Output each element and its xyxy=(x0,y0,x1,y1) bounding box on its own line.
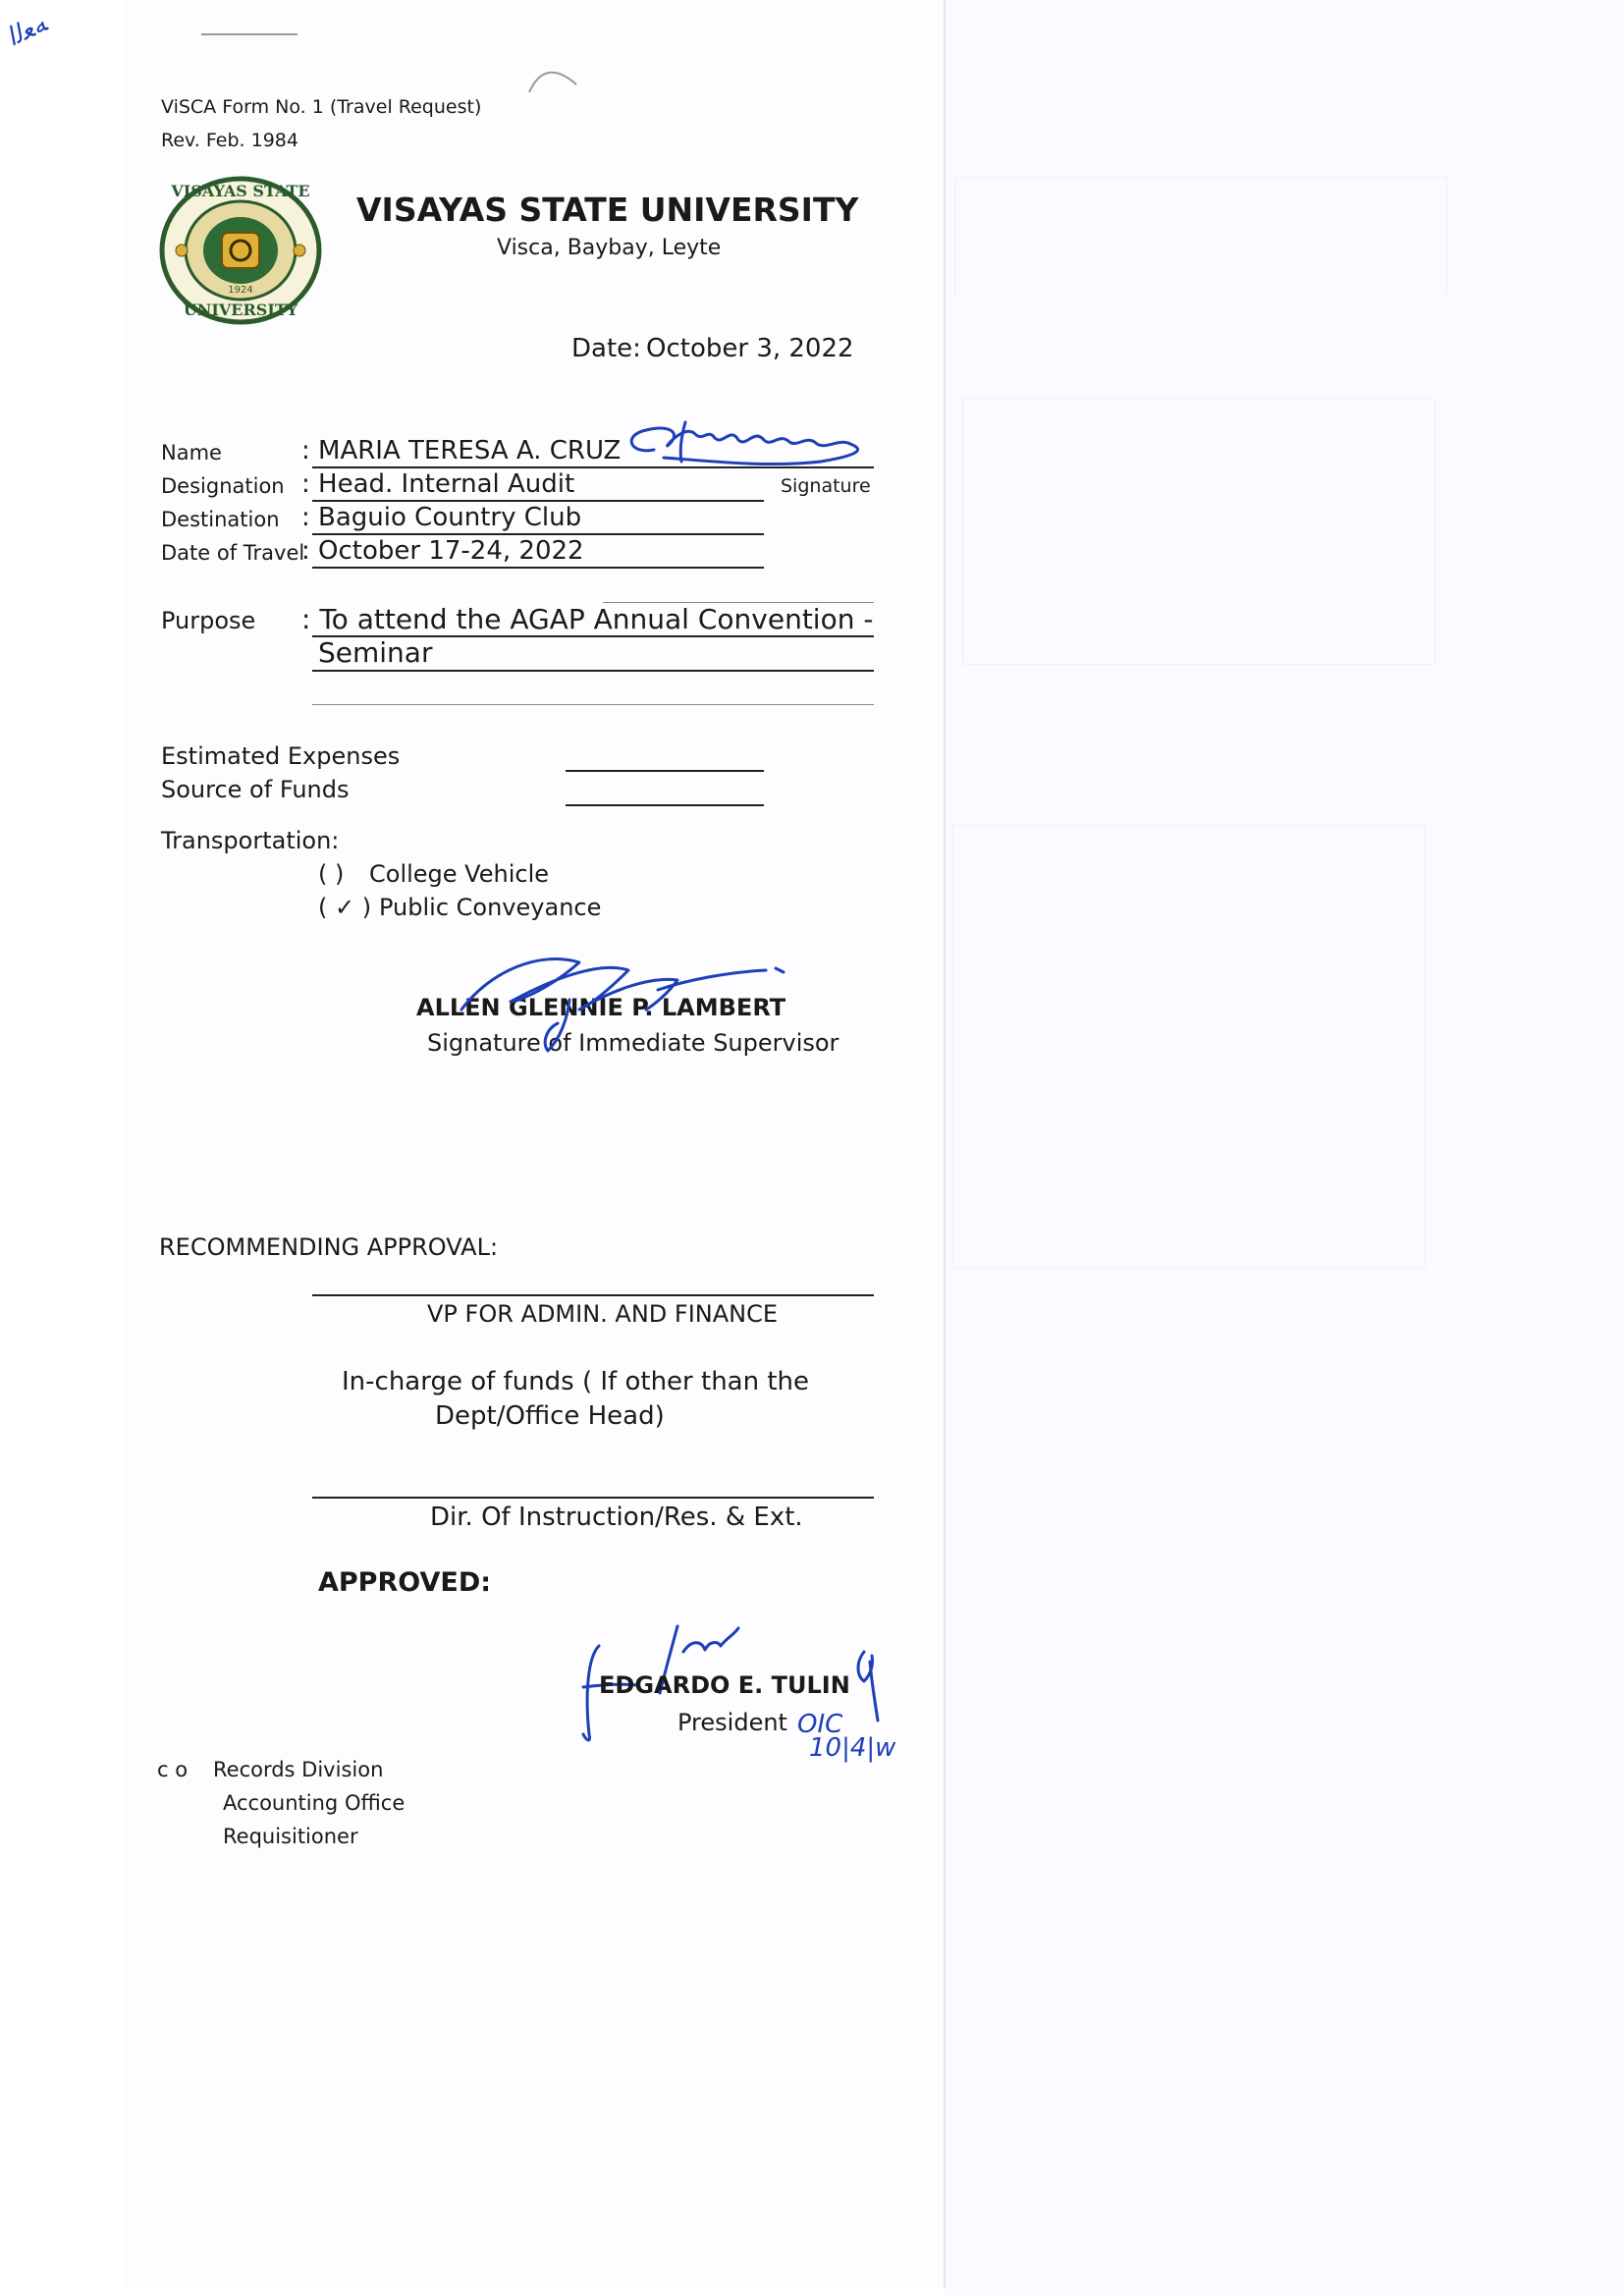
designation-underline xyxy=(312,500,764,502)
signature-label: Signature xyxy=(781,475,871,497)
university-seal xyxy=(157,175,324,327)
public-conveyance-label: Public Conveyance xyxy=(379,894,602,921)
travel-date-value: : October 17-24, 2022 xyxy=(301,536,584,566)
purpose-underline-3 xyxy=(312,704,874,705)
approved-label: APPROVED: xyxy=(318,1567,492,1598)
supervisor-signature xyxy=(452,941,805,1059)
svg-text:ﻪﻌﻟﺍ: ﻪﻌﻟﺍ xyxy=(1,8,52,53)
travel-date-underline xyxy=(312,567,764,569)
estimated-expenses-label: Estimated Expenses xyxy=(161,742,401,770)
copy-furnished-prefix: c o xyxy=(157,1758,189,1781)
purpose-underline-2 xyxy=(312,670,874,672)
director-title: Dir. Of Instruction/Res. & Ext. xyxy=(430,1503,803,1532)
purpose-line-2: Seminar xyxy=(318,636,433,669)
form-number: ViSCA Form No. 1 (Travel Request) xyxy=(161,96,482,118)
source-of-funds-line xyxy=(566,804,764,806)
form-revision: Rev. Feb. 1984 xyxy=(161,130,298,151)
svg-text:OIC: OIC xyxy=(797,1710,843,1739)
copy-furnished-item: Accounting Office xyxy=(223,1791,406,1815)
svg-text:10|4|w: 10|4|w xyxy=(809,1733,896,1763)
supervisor-name: ALLEN GLENNIE P. LAMBERT xyxy=(416,994,786,1021)
university-address: Visca, Baybay, Leyte xyxy=(497,236,722,260)
copy-furnished-item: Requisitioner xyxy=(223,1825,358,1848)
date-value: October 3, 2022 xyxy=(646,334,854,363)
vp-title: VP FOR ADMIN. AND FINANCE xyxy=(427,1300,779,1328)
requester-signature xyxy=(624,410,870,471)
recommending-approval-label: RECOMMENDING APPROVAL: xyxy=(159,1233,499,1261)
estimated-expenses-line xyxy=(566,770,764,772)
top-rule xyxy=(201,33,298,35)
incharge-line-1: In-charge of funds ( If other than the xyxy=(342,1367,810,1396)
president-name: EDGARDO E. TULIN xyxy=(599,1671,850,1699)
destination-value: : Baguio Country Club xyxy=(301,503,582,532)
college-vehicle-label: College Vehicle xyxy=(369,860,549,888)
college-vehicle-checkbox: ( ) xyxy=(318,860,345,888)
destination-label: Destination xyxy=(161,508,280,531)
vp-signature-line xyxy=(312,1294,874,1296)
svg-text:VISAYAS STATE: VISAYAS STATE xyxy=(171,182,310,200)
punch-arc xyxy=(523,57,582,96)
name-value: : MARIA TERESA A. CRUZ xyxy=(301,436,622,465)
purpose-label: Purpose xyxy=(161,607,256,634)
incharge-line-2: Dept/Office Head) xyxy=(435,1401,665,1431)
designation-label: Designation xyxy=(161,474,285,498)
destination-underline xyxy=(312,533,764,535)
svg-text:UNIVERSITY: UNIVERSITY xyxy=(183,301,298,319)
purpose-line-1: : To attend the AGAP Annual Convention - xyxy=(301,603,874,635)
svg-text:1924: 1924 xyxy=(228,285,253,296)
supervisor-title: Signature of Immediate Supervisor xyxy=(427,1029,839,1057)
travel-date-label: Date of Travel xyxy=(161,541,305,565)
designation-value: : Head. Internal Audit xyxy=(301,469,575,499)
director-signature-line xyxy=(312,1497,874,1499)
university-name: VISAYAS STATE UNIVERSITY xyxy=(356,191,859,229)
transportation-label: Transportation: xyxy=(161,827,340,854)
source-of-funds-label: Source of Funds xyxy=(161,776,350,803)
corner-note xyxy=(0,0,88,59)
bleed-through-area xyxy=(945,0,1624,2296)
public-conveyance-checkbox: ( ✓ ) xyxy=(318,894,372,921)
copy-furnished-item: Records Division xyxy=(213,1758,384,1781)
date-label: Date: xyxy=(571,334,641,363)
president-title: President xyxy=(677,1709,787,1736)
name-label: Name xyxy=(161,441,222,465)
